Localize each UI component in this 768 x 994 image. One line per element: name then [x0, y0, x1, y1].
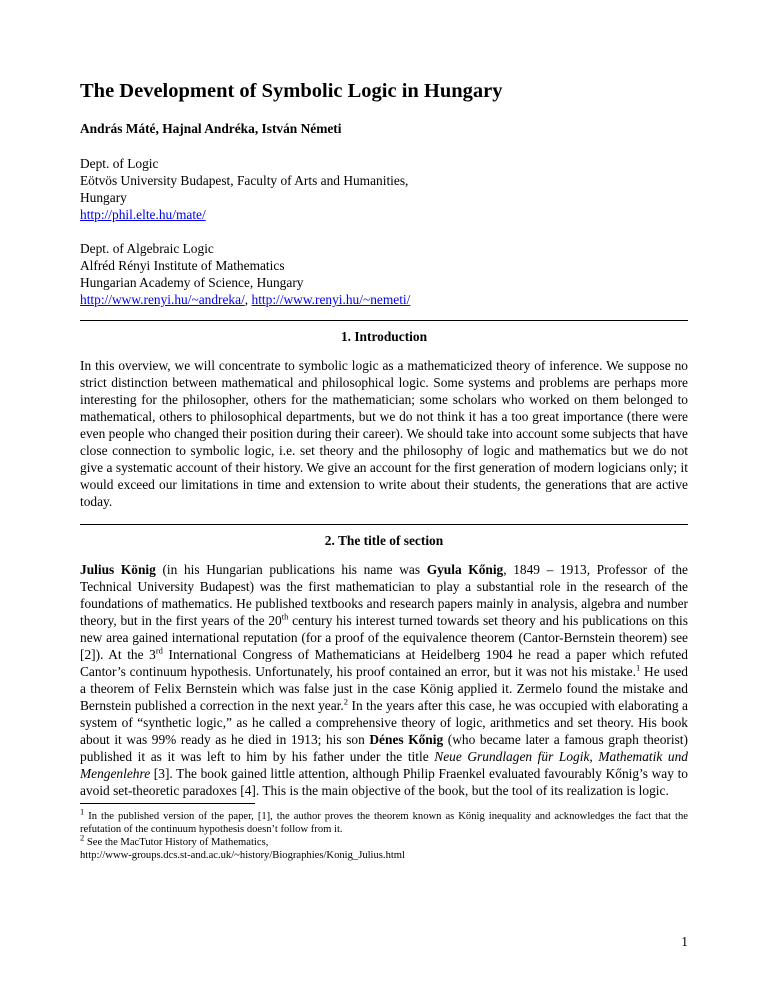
affiliation-logic: [80, 155, 688, 223]
footnote-rule: [80, 803, 255, 804]
footnote-number: 1: [80, 806, 85, 817]
name-denes-konig: Dénes Kőnig: [369, 732, 444, 747]
section-heading-2: 2. The title of section: [324, 533, 444, 548]
page-number: 1: [681, 934, 688, 949]
text-run: (in his Hungarian publications his name was: [155, 562, 427, 577]
section-rule: [80, 524, 688, 525]
footnote-text: In the published version of the paper, [1], the author proves the theorem known as König inequality and acknowledges the fact that the refutation of the continuum hypothesis doesn’t follow from it.: [80, 811, 688, 835]
author-list: András Máté, Hajnal Andréka, István Németi: [80, 121, 342, 136]
text-run: He used a theorem of Felix Bernstein which was false just in the case König applied it. Zermelo found the mistake and Bernstein published a correction in the next year.: [80, 664, 688, 713]
text-run: [3]. The book gained little attention, although Philip Fraenkel evaluated favourably Kőnig’s way to avoid set-theoretic paradoxes [4]. This is the main objective of the book, but the tool of its realization is logic.: [80, 766, 688, 798]
footnote-2: [80, 832, 688, 862]
footnote-number: 2: [80, 832, 85, 843]
andreka-homepage-link[interactable]: http://www.renyi.hu/~andreka/: [80, 292, 245, 307]
text-run: International Congress of Mathematicians at Heidelberg 1904 he read a paper which refuted Cantor’s continuum hypothesis. Unfortunately, his proof contained an error, but it was not his mistake.: [80, 647, 688, 679]
affiliation-line: Dept. of Logic: [80, 156, 159, 171]
affiliation-line: Hungarian Academy of Science, Hungary: [80, 275, 304, 290]
mate-homepage-link[interactable]: http://phil.elte.hu/mate/: [80, 207, 206, 222]
footnote-1: [80, 806, 688, 836]
nemeti-homepage-link[interactable]: http://www.renyi.hu/~nemeti/: [251, 292, 411, 307]
footnote-ref-1[interactable]: 1: [635, 662, 641, 673]
affiliation-line: Alfréd Rényi Institute of Mathematics: [80, 258, 285, 273]
konig-paragraph: [80, 561, 688, 799]
footnote-url: http://www-groups.dcs.st-and.ac.uk/~history/Biographies/Konig_Julius.html: [80, 850, 405, 861]
text-run: century his interest turned towards set theory and his publications on this new area gained international reputation (for a proof of the equivalence theorem (Cantor-Bernstein theorem) see [2]). At the 3: [80, 613, 688, 662]
text-run: (who became later a famous graph theorist) published it as it was left to him by his father under the title: [80, 732, 688, 764]
header-rule: [80, 320, 688, 321]
affiliation-line: Hungary: [80, 190, 127, 205]
affiliation-line: Dept. of Algebraic Logic: [80, 241, 214, 256]
footnote-ref-2[interactable]: 2: [343, 696, 348, 707]
introduction-paragraph: In this overview, we will concentrate to symbolic logic as a mathematicized theory of inference. We suppose no strict distinction between mathematical and philosophical logic. Some systems and problems are perhaps more interesting for the philosopher, others for the mathematician; some scholars who worked on them belonged to mathematical, others to philosophical departments, but we do not think it has a too great importance (there were even people who changed their position during their career). We should take into account some subjects that have close connection to symbolic logic, i.e. set theory and the philosophy of logic and mathematics but we do not give a systematic account of their history. We give an account for the first generation of modern logicians only; it would exceed our limitations in time and extension to write about their students, the generations that are active today.: [80, 358, 688, 509]
page: [80, 80, 688, 862]
link-separator: ,: [244, 292, 252, 307]
text-run: , 1849 – 1913, Professor of the Technical University Budapest) was the first mathematician to play a substantial role in the research of the foundations of mathematics. He published textbooks and research papers mainly in analysis, algebra and number theory, but in the first years of the 20: [80, 562, 688, 628]
book-title: Neue Grundlagen für Logik, Mathematik und Mengenlehre: [80, 749, 688, 781]
affiliation-algebraic-logic: [80, 240, 688, 308]
section-heading-introduction: 1. Introduction: [340, 329, 428, 344]
affiliation-line: Eötvös University Budapest, Faculty of Arts and Humanities,: [80, 173, 409, 188]
footnote-text: See the MacTutor History of Mathematics,: [84, 837, 269, 848]
ordinal-suffix: rd: [155, 645, 163, 656]
ordinal-suffix: th: [281, 611, 289, 622]
text-run: In the years after this case, he was occupied with elaborating a system of “synthetic logic,” as he called a comprehensive theory of logic, arithmetics and set theory. His book about it was 99% ready as he died in 1913; his son: [80, 698, 688, 747]
name-gyula-konig: Gyula Kőnig: [426, 562, 504, 577]
paper-title: The Development of Symbolic Logic in Hungary: [80, 80, 503, 102]
name-julius-konig: Julius König: [80, 562, 156, 577]
